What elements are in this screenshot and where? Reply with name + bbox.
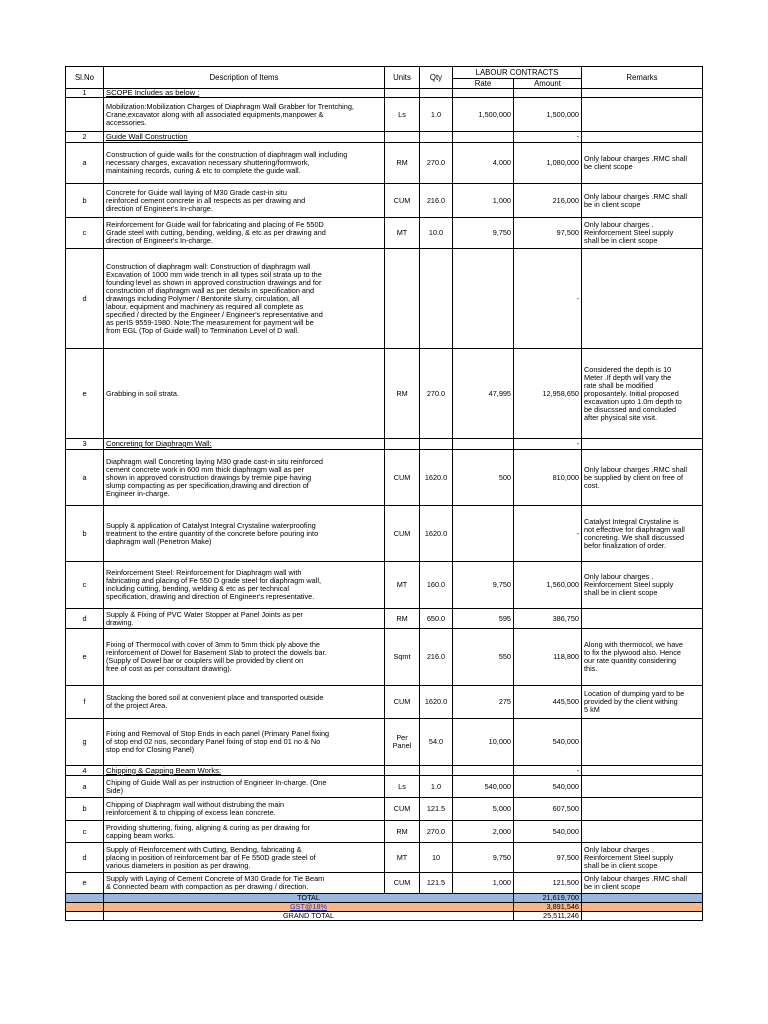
rate-header: Rate (453, 79, 514, 89)
units-cell: Per Panel (385, 719, 420, 766)
rate-cell: 540,000 (453, 776, 514, 798)
amount-cell: - (514, 506, 582, 562)
amount-cell: 97,500 (514, 218, 582, 249)
amount-cell: 97,500 (514, 843, 582, 873)
item-row (66, 798, 703, 821)
amount-cell: 540,000 (514, 776, 582, 798)
item-description: Stacking the bored soil at convenient place and transported outside of the project Area. (104, 686, 385, 719)
qty-cell: 270.0 (420, 143, 453, 184)
rate-cell: 1,000 (453, 873, 514, 894)
units-cell (385, 249, 420, 349)
qty-cell: 1620.0 (420, 686, 453, 719)
qty-cell: 1620.0 (420, 506, 453, 562)
slno-header: Sl.No (66, 67, 104, 89)
item-number: f (66, 686, 104, 719)
units-cell: RM (385, 143, 420, 184)
qty-cell: 10 (420, 843, 453, 873)
units-cell: CUM (385, 450, 420, 506)
gst-value: 3,891,546 (514, 903, 582, 912)
item-number: c (66, 562, 104, 609)
units-cell (385, 132, 420, 143)
item-row (66, 506, 703, 562)
item-row (66, 843, 703, 873)
item-row (66, 98, 703, 132)
total-row (66, 894, 703, 903)
qty-cell: 121.5 (420, 873, 453, 894)
amount-cell: 386,750 (514, 609, 582, 629)
item-description: Supply with Laying of Cement Concrete of M30 Grade for Tie Beam & Connected beam with compaction as per drawing / direction. (104, 873, 385, 894)
units-cell: MT (385, 218, 420, 249)
amount-cell: 12,958,650 (514, 349, 582, 439)
item-description: Chiping of Guide Wall as per instruction of Engineer In-charge. (One Side) (104, 776, 385, 798)
rate-cell: 4,000 (453, 143, 514, 184)
remarks-cell (582, 439, 703, 450)
remarks-cell: Catalyst Integral Crystaline is not effective for diaphragm wall concreting. We shall discussed befor finalization of order. (582, 506, 703, 562)
item-description: Supply & Fixing of PVC Water Stopper at Panel Joints as per drawing. (104, 609, 385, 629)
section-row (66, 89, 703, 98)
item-description: Supply of Reinforcement with Cutting, Bending, fabricating & placing in position of reinforcement bar of Fe 550D grade steel of various diameters in position as per drawing. (104, 843, 385, 873)
remarks-cell (582, 821, 703, 843)
blank-cell (582, 894, 703, 903)
units-cell: RM (385, 609, 420, 629)
blank-cell (66, 912, 104, 921)
item-row (66, 450, 703, 506)
amount-cell: 1,500,000 (514, 98, 582, 132)
units-cell: CUM (385, 873, 420, 894)
units-cell: CUM (385, 798, 420, 821)
rate-cell: 1,500,000 (453, 98, 514, 132)
remarks-cell: Along with thermocol, we have to fix the plywood also. Hence our rate quantity considering this. (582, 629, 703, 686)
item-description: Diaphragm wall Concreting laying M30 grade cast-in situ reinforced cement concrete work in 600 mm thick diaphragm wall as per shown in approved construction drawings by tremie pipe having slump compacting as per specification,drawing and direction of Engineer in-charge. (104, 450, 385, 506)
remarks-cell (582, 89, 703, 98)
units-cell: RM (385, 349, 420, 439)
item-description: Fixing of Thermocol with cover of 3mm to 5mm thick ply above the reinforcement of Dowel for Basement Slab to protect the dowels bar. (Supply of Dowel bar or couplers will be provided by client on free of cost as per consultant drawing). (104, 629, 385, 686)
units-cell: CUM (385, 506, 420, 562)
remarks-cell (582, 249, 703, 349)
rate-cell: 595 (453, 609, 514, 629)
remarks-cell: Only labour charges . Reinforcement Steel supply shall be in client scope (582, 562, 703, 609)
amount-cell: 1,080,000 (514, 143, 582, 184)
item-number: b (66, 506, 104, 562)
blank-cell (582, 912, 703, 921)
boq-table (65, 66, 703, 921)
rate-cell (453, 766, 514, 776)
item-row (66, 609, 703, 629)
blank-cell (66, 894, 104, 903)
item-description: Mobilization:Mobilization Charges of Diaphragm Wall Grabber for Trentching, Crane,excavator along with all associated equipments,manpower & accessories. (104, 98, 385, 132)
qty-cell: 216.0 (420, 184, 453, 218)
remarks-cell (582, 766, 703, 776)
section-title: Chipping & Capping Beam Works: (104, 766, 385, 776)
item-description: Fixing and Removal of Stop Ends in each panel (Primary Panel fixing of stop end 02 nos, secondary Panel fixing of stop end 01 no & No stop end for Closing Panel) (104, 719, 385, 766)
item-number: d (66, 249, 104, 349)
rate-cell: 5,000 (453, 798, 514, 821)
rate-cell: 9,750 (453, 562, 514, 609)
labour-contracts-header: LABOUR CONTRACTS (453, 67, 582, 79)
item-description: Construction of guide walls for the construction of diaphragm wall including necessary charges, excavation necessary shuttering/formwork, maintaining records, curing & etc to complete the guide wall. (104, 143, 385, 184)
item-row (66, 719, 703, 766)
amount-cell: 216,000 (514, 184, 582, 218)
amount-cell (514, 89, 582, 98)
remarks-cell: Only labour charges .RMC shall be in client scope (582, 184, 703, 218)
remarks-cell: Only labour charges . Reinforcement Steel supply shall be in client scope (582, 218, 703, 249)
qty-cell (420, 249, 453, 349)
amount-cell: - (514, 766, 582, 776)
units-cell (385, 766, 420, 776)
amount-cell: 540,000 (514, 821, 582, 843)
item-row (66, 821, 703, 843)
total-value: 21,619,700 (514, 894, 582, 903)
rate-cell (453, 506, 514, 562)
item-number (66, 98, 104, 132)
amount-cell: 607,500 (514, 798, 582, 821)
section-title: SCOPE Includes as below : (104, 89, 385, 98)
rate-cell: 9,750 (453, 843, 514, 873)
rate-cell: 275 (453, 686, 514, 719)
amount-header: Amount (514, 79, 582, 89)
remarks-header: Remarks (582, 67, 703, 89)
rate-cell (453, 439, 514, 450)
qty-cell: 121.5 (420, 798, 453, 821)
item-row (66, 873, 703, 894)
section-row (66, 766, 703, 776)
section-row (66, 439, 703, 450)
section-row (66, 132, 703, 143)
units-cell: Ls (385, 776, 420, 798)
qty-cell: 54.0 (420, 719, 453, 766)
rate-cell: 550 (453, 629, 514, 686)
qty-header: Qty (420, 67, 453, 89)
units-cell: RM (385, 821, 420, 843)
section-title: Concreting for Diaphragm Wall: (104, 439, 385, 450)
item-description: Providing shuttering, fixing, aligning & curing as per drawing for capping beam works. (104, 821, 385, 843)
blank-cell (66, 903, 104, 912)
item-description: Reinforcement for Guide wall for fabricating and placing of Fe 550D Grade steel with cutting, bending, welding, & etc as per drawing and direction of Engineer's In-charge. (104, 218, 385, 249)
qty-cell: 270.0 (420, 349, 453, 439)
amount-cell: - (514, 132, 582, 143)
item-number: a (66, 143, 104, 184)
item-row (66, 776, 703, 798)
remarks-cell: Only labour charges .RMC shall be supplied by client on free of cost. (582, 450, 703, 506)
item-number: a (66, 776, 104, 798)
item-number: d (66, 609, 104, 629)
rate-cell: 2,000 (453, 821, 514, 843)
qty-cell (420, 132, 453, 143)
qty-cell: 270.0 (420, 821, 453, 843)
qty-cell: 650.0 (420, 609, 453, 629)
item-row (66, 562, 703, 609)
amount-cell: 1,560,000 (514, 562, 582, 609)
item-number: e (66, 629, 104, 686)
item-description: Concrete for Guide wall laying of M30 Grade cast-in situ reinforced cement concrete in all respects as per drawing and direction of Engineer's In-charge. (104, 184, 385, 218)
qty-cell: 10.0 (420, 218, 453, 249)
qty-cell: 1620.0 (420, 450, 453, 506)
item-row (66, 629, 703, 686)
item-number: b (66, 798, 104, 821)
units-cell: MT (385, 562, 420, 609)
units-header: Units (385, 67, 420, 89)
remarks-cell: Considered the depth is 10 Meter .If depth will vary the rate shall be modified proposantely. Initial proposed excavation upto 1.0m depth to be disucssed and concluded after physical site visit. (582, 349, 703, 439)
remarks-cell: Only labour charges .RMC shall be client scope (582, 143, 703, 184)
item-row (66, 143, 703, 184)
remarks-cell (582, 798, 703, 821)
amount-cell: 810,000 (514, 450, 582, 506)
item-number: b (66, 184, 104, 218)
amount-cell: 118,800 (514, 629, 582, 686)
item-row (66, 686, 703, 719)
remarks-cell: Location of dumping yard to be provided by the client withing 5 kM (582, 686, 703, 719)
item-description: Construction of diaphragm wall: Construction of diaphragm wall Excavation of 1000 mm wide trench in all types soil strata up to the founding level as shown in approved construction drawings and for construction of diaphragm wall as per details in specification and drawings including Polymer / Bentonite slurry, circulation, all labour, equipment and machinery as required all complete as specified / directed by the Engineer / Engineer's representative and as perIS 9559-1980. Note:The measurement for payment will be from EGL (Top of Guide wall) to Termination Level of D wall. (104, 249, 385, 349)
remarks-cell (582, 132, 703, 143)
qty-cell (420, 439, 453, 450)
amount-cell: 445,500 (514, 686, 582, 719)
rate-cell (453, 249, 514, 349)
units-cell: Sqmt (385, 629, 420, 686)
item-row (66, 184, 703, 218)
description-header: Description of Items (104, 67, 385, 89)
units-cell: CUM (385, 184, 420, 218)
item-description: Grabbing in soil strata. (104, 349, 385, 439)
item-number: e (66, 349, 104, 439)
gst-label: GST@18% (104, 903, 514, 912)
header-row-top (66, 67, 703, 79)
remarks-cell (582, 719, 703, 766)
units-cell: MT (385, 843, 420, 873)
gst-row (66, 903, 703, 912)
item-number: e (66, 873, 104, 894)
rate-cell: 47,995 (453, 349, 514, 439)
amount-cell: 540,000 (514, 719, 582, 766)
remarks-cell (582, 776, 703, 798)
item-number: c (66, 821, 104, 843)
section-number: 3 (66, 439, 104, 450)
amount-cell: - (514, 439, 582, 450)
item-description: Chipping of Diaphragm wall without distrubing the main reinforcement & to chipping of excess lean concrete. (104, 798, 385, 821)
remarks-cell: Only labour charges .RMC shall be in client scope (582, 873, 703, 894)
qty-cell: 216.0 (420, 629, 453, 686)
total-label: TOTAL (104, 894, 514, 903)
section-number: 4 (66, 766, 104, 776)
item-number: d (66, 843, 104, 873)
rate-cell: 500 (453, 450, 514, 506)
section-title: Guide Wall Construction (104, 132, 385, 143)
qty-cell: 1.0 (420, 776, 453, 798)
units-cell: CUM (385, 686, 420, 719)
units-cell (385, 89, 420, 98)
qty-cell: 160.0 (420, 562, 453, 609)
item-number: g (66, 719, 104, 766)
blank-cell (582, 903, 703, 912)
rate-cell (453, 89, 514, 98)
remarks-cell (582, 609, 703, 629)
section-number: 1 (66, 89, 104, 98)
item-row (66, 249, 703, 349)
grand-total-value: 25,511,246 (514, 912, 582, 921)
grand-total-row (66, 912, 703, 921)
item-description: Supply & application of Catalyst Integral Crystaline waterproofing treatment to the entire quantity of the concrete before pouring into diaphragm wall (Penetron Make) (104, 506, 385, 562)
qty-cell (420, 766, 453, 776)
rate-cell: 10,000 (453, 719, 514, 766)
amount-cell: - (514, 249, 582, 349)
item-number: c (66, 218, 104, 249)
section-number: 2 (66, 132, 104, 143)
units-cell (385, 439, 420, 450)
rate-cell: 9,750 (453, 218, 514, 249)
rate-cell (453, 132, 514, 143)
rate-cell: 1,000 (453, 184, 514, 218)
qty-cell: 1.0 (420, 98, 453, 132)
item-number: a (66, 450, 104, 506)
item-description: Reinforcement Steel: Reinforcement for Diaphragm wall with fabricating and placing of Fe 550 D grade steel for diaphragm wall, including cutting, bending, welding & etc as per technical specification, drawing and direction of Engineer's representative. (104, 562, 385, 609)
item-row (66, 218, 703, 249)
remarks-cell: Only labour charges . Reinforcement Steel supply shall be in client scope (582, 843, 703, 873)
units-cell: Ls (385, 98, 420, 132)
qty-cell (420, 89, 453, 98)
amount-cell: 121,500 (514, 873, 582, 894)
grand-total-label: GRAND TOTAL (104, 912, 514, 921)
remarks-cell (582, 98, 703, 132)
item-row (66, 349, 703, 439)
